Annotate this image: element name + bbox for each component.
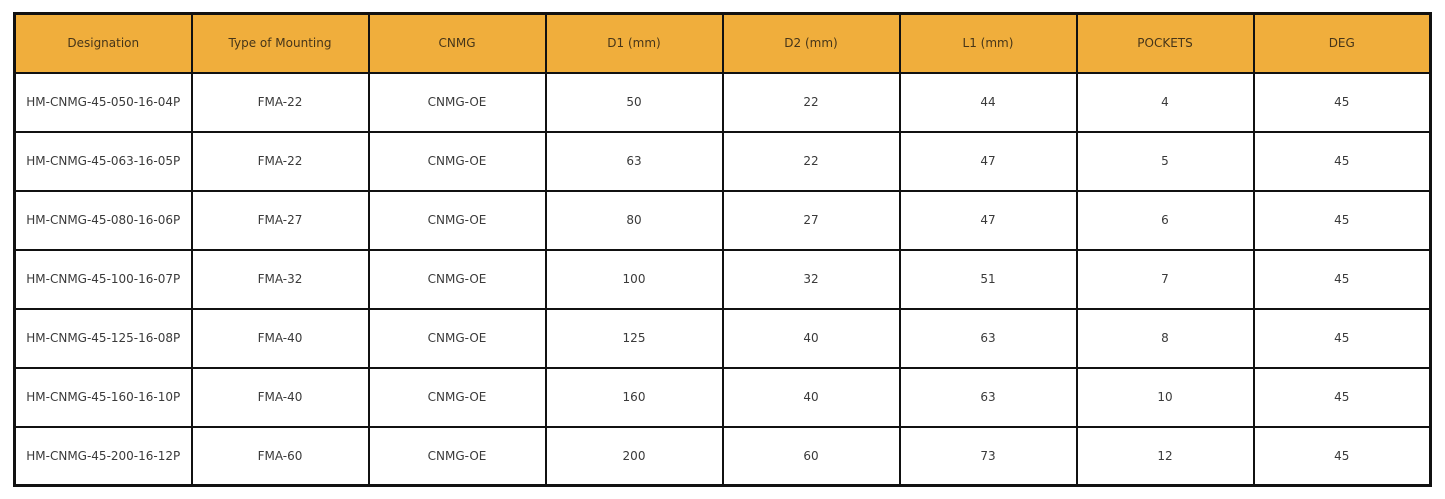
- column-header: POCKETS: [1077, 14, 1254, 73]
- table-cell: CNMG-OE: [369, 427, 546, 486]
- table-row: [15, 309, 1431, 368]
- table-cell: 8: [1077, 309, 1254, 368]
- table-cell: 22: [723, 73, 900, 132]
- table-cell: 160: [546, 368, 723, 427]
- table-cell: 45: [1254, 250, 1431, 309]
- table-cell: 44: [900, 73, 1077, 132]
- table-cell: 45: [1254, 309, 1431, 368]
- table-cell: 63: [546, 132, 723, 191]
- table-cell: 7: [1077, 250, 1254, 309]
- table-cell: CNMG-OE: [369, 309, 546, 368]
- table-header: [15, 14, 1431, 73]
- table-cell: FMA-40: [192, 309, 369, 368]
- table-cell: FMA-22: [192, 132, 369, 191]
- column-header: DEG: [1254, 14, 1431, 73]
- table-cell: 125: [546, 309, 723, 368]
- table-cell: 45: [1254, 368, 1431, 427]
- table-cell: 80: [546, 191, 723, 250]
- table-cell: 47: [900, 132, 1077, 191]
- table-cell: 32: [723, 250, 900, 309]
- column-header: L1 (mm): [900, 14, 1077, 73]
- table-cell: 200: [546, 427, 723, 486]
- table-cell: 50: [546, 73, 723, 132]
- table-cell: CNMG-OE: [369, 368, 546, 427]
- spec-table: [13, 12, 1432, 487]
- table-cell: CNMG-OE: [369, 73, 546, 132]
- table-cell: 5: [1077, 132, 1254, 191]
- table-row: [15, 132, 1431, 191]
- table-cell: 45: [1254, 191, 1431, 250]
- table-cell: 45: [1254, 73, 1431, 132]
- column-header: Type of Mounting: [192, 14, 369, 73]
- table-cell: HM-CNMG-45-100-16-07P: [15, 250, 192, 309]
- column-header: Designation: [15, 14, 192, 73]
- table-row: [15, 427, 1431, 486]
- table-cell: CNMG-OE: [369, 132, 546, 191]
- table-row: [15, 368, 1431, 427]
- header-row: [15, 14, 1431, 73]
- table-cell: 73: [900, 427, 1077, 486]
- table-cell: 6: [1077, 191, 1254, 250]
- table-cell: FMA-60: [192, 427, 369, 486]
- table-cell: 10: [1077, 368, 1254, 427]
- table-cell: 63: [900, 368, 1077, 427]
- table-cell: HM-CNMG-45-125-16-08P: [15, 309, 192, 368]
- table-cell: FMA-22: [192, 73, 369, 132]
- table-cell: 63: [900, 309, 1077, 368]
- table-cell: 51: [900, 250, 1077, 309]
- column-header: CNMG: [369, 14, 546, 73]
- table-cell: 40: [723, 368, 900, 427]
- column-header: D1 (mm): [546, 14, 723, 73]
- table-cell: FMA-32: [192, 250, 369, 309]
- table-cell: 60: [723, 427, 900, 486]
- table-cell: 45: [1254, 132, 1431, 191]
- table-cell: CNMG-OE: [369, 250, 546, 309]
- table-body: [15, 73, 1431, 486]
- table-row: [15, 250, 1431, 309]
- table-cell: HM-CNMG-45-080-16-06P: [15, 191, 192, 250]
- table-cell: FMA-40: [192, 368, 369, 427]
- table-cell: 12: [1077, 427, 1254, 486]
- table-cell: 45: [1254, 427, 1431, 486]
- table-cell: 40: [723, 309, 900, 368]
- table-cell: 47: [900, 191, 1077, 250]
- table-row: [15, 73, 1431, 132]
- table-cell: 4: [1077, 73, 1254, 132]
- table-cell: 100: [546, 250, 723, 309]
- table-cell: HM-CNMG-45-160-16-10P: [15, 368, 192, 427]
- table-cell: CNMG-OE: [369, 191, 546, 250]
- table-cell: HM-CNMG-45-200-16-12P: [15, 427, 192, 486]
- table-cell: HM-CNMG-45-063-16-05P: [15, 132, 192, 191]
- column-header: D2 (mm): [723, 14, 900, 73]
- table-cell: FMA-27: [192, 191, 369, 250]
- table-cell: HM-CNMG-45-050-16-04P: [15, 73, 192, 132]
- table-row: [15, 191, 1431, 250]
- table-cell: 27: [723, 191, 900, 250]
- table-cell: 22: [723, 132, 900, 191]
